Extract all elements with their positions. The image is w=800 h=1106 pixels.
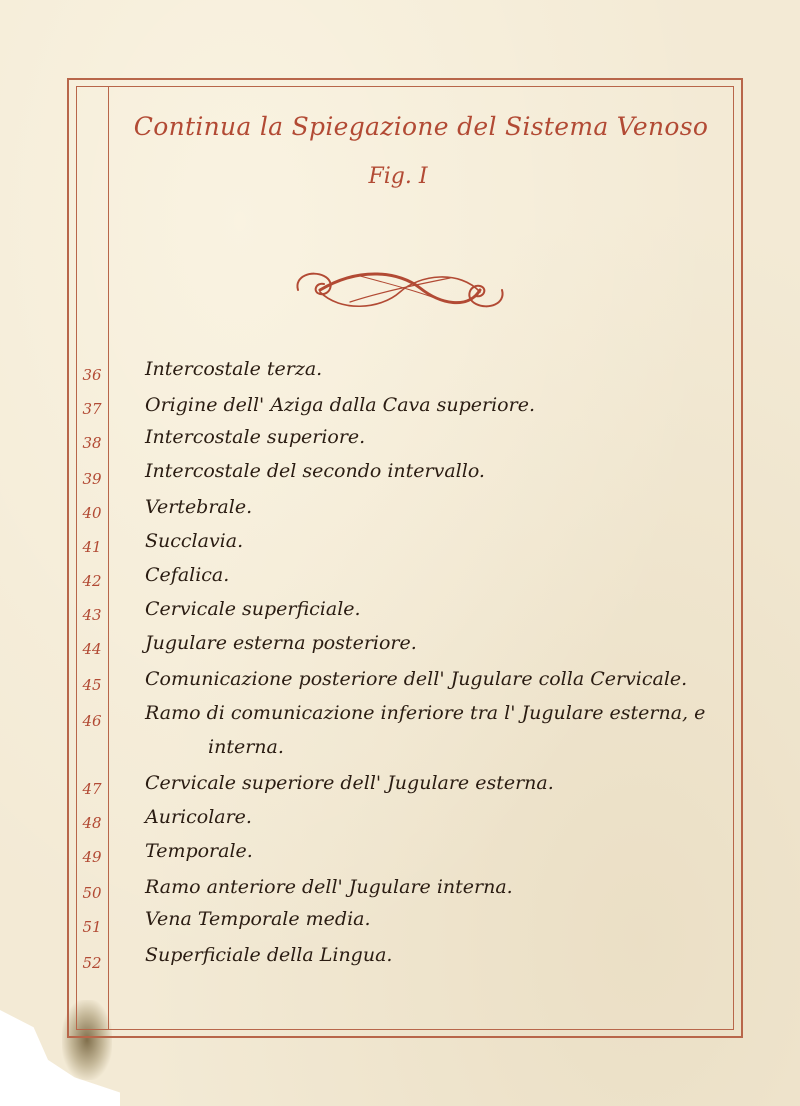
entry-number: 45 (82, 676, 102, 694)
entry-number: 47 (82, 780, 102, 798)
entry-text: Temporale. (145, 840, 253, 862)
entry-text: Origine dell' Aziga dalla Cava superiore. (145, 394, 535, 416)
entry-number: 42 (82, 572, 102, 590)
entry-text: Vertebrale. (145, 496, 253, 518)
entry-number: 46 (82, 712, 102, 730)
entry-text: Intercostale superiore. (145, 426, 366, 448)
entry-text: Auricolare. (145, 806, 252, 828)
page-title: Continua la Spiegazione del Sistema Venoso (133, 112, 709, 141)
entry-number: 39 (82, 470, 102, 488)
entry-number: 51 (82, 918, 102, 936)
entry-number: 48 (82, 814, 102, 832)
entry-text-continuation: interna. (208, 736, 284, 758)
entry-number: 49 (82, 848, 102, 866)
entry-number: 43 (82, 606, 102, 624)
entry-text: Cervicale superficiale. (145, 598, 361, 620)
margin-rule (108, 86, 109, 1030)
entry-text: Ramo di comunicazione inferiore tra l' Jugulare esterna, e (145, 702, 706, 724)
entry-number: 38 (82, 434, 102, 452)
entry-number: 41 (82, 538, 102, 556)
flourish-ornament (290, 262, 510, 318)
entry-number: 36 (82, 366, 102, 384)
entry-text: Comunicazione posteriore dell' Jugulare colla Cervicale. (145, 668, 688, 690)
entry-text: Ramo anteriore dell' Jugulare interna. (145, 876, 513, 898)
entry-text: Intercostale del secondo intervallo. (145, 460, 485, 482)
entry-number: 40 (82, 504, 102, 522)
entry-text: Succlavia. (145, 530, 244, 552)
entry-text: Cefalica. (145, 564, 230, 586)
figure-label: Fig. I (368, 164, 428, 189)
entry-text: Superficiale della Lingua. (145, 944, 393, 966)
entry-number: 52 (82, 954, 102, 972)
entry-text: Intercostale terza. (145, 358, 323, 380)
entry-text: Cervicale superiore dell' Jugulare esterna. (145, 772, 554, 794)
entry-text: Vena Temporale media. (145, 908, 371, 930)
entry-number: 50 (82, 884, 102, 902)
entry-text: Jugulare esterna posteriore. (145, 632, 417, 654)
entry-number: 44 (82, 640, 102, 658)
entry-number: 37 (82, 400, 102, 418)
